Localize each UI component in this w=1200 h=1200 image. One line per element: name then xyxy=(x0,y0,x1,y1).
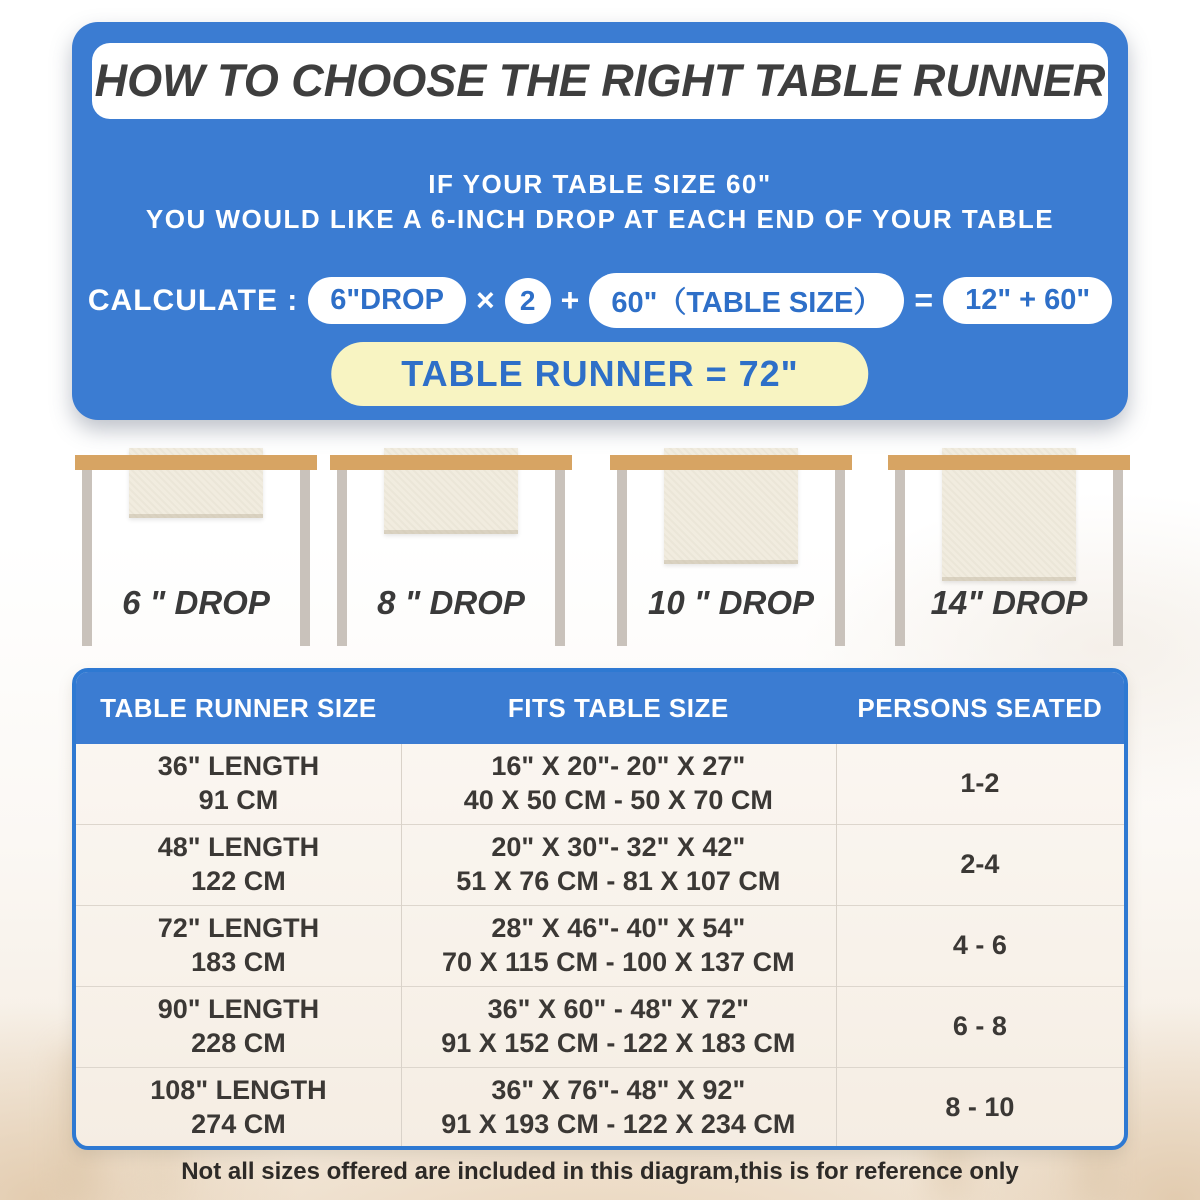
tabletop xyxy=(610,455,852,470)
calculation-formula xyxy=(72,273,1128,328)
column-header-persons-seated: PERSONS SEATED xyxy=(857,692,1103,723)
drop-label: 14" DROP xyxy=(930,584,1088,621)
drop-label: 8 " DROP xyxy=(377,584,525,621)
drop-label: 6 " DROP xyxy=(122,584,270,621)
table-size-pill: 60"（TABLE SIZE） xyxy=(589,273,904,328)
equals-operator: = xyxy=(914,282,934,318)
drop-examples xyxy=(0,446,1200,654)
runner-size-cell: 48" LENGTH 122 CM xyxy=(157,832,320,896)
drop-label: 10 " DROP xyxy=(647,584,815,621)
persons-cell: 6 - 8 xyxy=(952,1011,1007,1042)
size-table-header xyxy=(76,672,1124,744)
drop-pill: 6"DROP xyxy=(308,277,466,324)
drop-figure-6 xyxy=(75,446,317,654)
persons-cell: 8 - 10 xyxy=(945,1092,1015,1123)
table-row xyxy=(76,905,1124,986)
table-row xyxy=(76,986,1124,1067)
column-header-fits-table-size: FITS TABLE SIZE xyxy=(507,692,729,723)
page-title: HOW TO CHOOSE THE RIGHT TABLE RUNNER xyxy=(94,55,1106,106)
tabletop xyxy=(75,455,317,470)
fits-size-cell: 16" X 20"- 20" X 27" 40 X 50 CM - 50 X 70 CM xyxy=(463,751,773,815)
fits-size-cell: 36" X 76"- 48" X 92" 91 X 193 CM - 122 X 234 CM xyxy=(441,1075,796,1139)
tabletop xyxy=(330,455,572,470)
table-row xyxy=(76,1067,1124,1148)
times-operator: × xyxy=(475,282,495,318)
table-row xyxy=(76,744,1124,824)
footnote: Not all sizes offered are included in this diagram,this is for reference only xyxy=(181,1158,1019,1185)
size-table-body xyxy=(76,744,1124,1148)
fits-size-cell: 36" X 60" - 48" X 72" 91 X 152 CM - 122 X 183 CM xyxy=(441,994,796,1058)
result-pill: 12" + 60" xyxy=(943,277,1112,324)
runner-size-cell: 36" LENGTH 91 CM xyxy=(157,751,320,815)
multiplier-circle: 2 xyxy=(505,278,551,324)
tabletop xyxy=(888,455,1130,470)
drop-figure-8 xyxy=(330,446,572,654)
subtitle-line-2: YOU WOULD LIKE A 6-INCH DROP AT EACH END OF YOUR TABLE xyxy=(145,204,1055,234)
persons-cell: 1-2 xyxy=(960,768,1000,799)
page-title-box xyxy=(92,43,1108,119)
subtitle-line-1: IF YOUR TABLE SIZE 60" xyxy=(428,169,772,199)
fits-size-cell: 20" X 30"- 32" X 42" 51 X 76 CM - 81 X 107 CM xyxy=(456,832,781,896)
persons-cell: 2-4 xyxy=(960,849,1000,880)
fits-size-cell: 28" X 46"- 40" X 54" 70 X 115 CM - 100 X 137 CM xyxy=(441,913,795,977)
header-panel xyxy=(72,22,1128,420)
size-table xyxy=(72,668,1128,1150)
column-header-runner-size: TABLE RUNNER SIZE xyxy=(100,692,377,723)
drop-figure-10 xyxy=(610,446,852,654)
runner-size-cell: 108" LENGTH 274 CM xyxy=(150,1075,327,1139)
runner-size-cell: 90" LENGTH 228 CM xyxy=(157,994,320,1058)
calculate-label: CALCULATE : xyxy=(87,283,299,317)
table-row xyxy=(76,824,1124,905)
runner-size-cell: 72" LENGTH 183 CM xyxy=(157,913,320,977)
plus-operator: + xyxy=(560,282,580,318)
persons-cell: 4 - 6 xyxy=(952,930,1007,961)
drop-figure-14 xyxy=(888,446,1130,654)
result-banner: TABLE RUNNER = 72" xyxy=(331,342,868,406)
